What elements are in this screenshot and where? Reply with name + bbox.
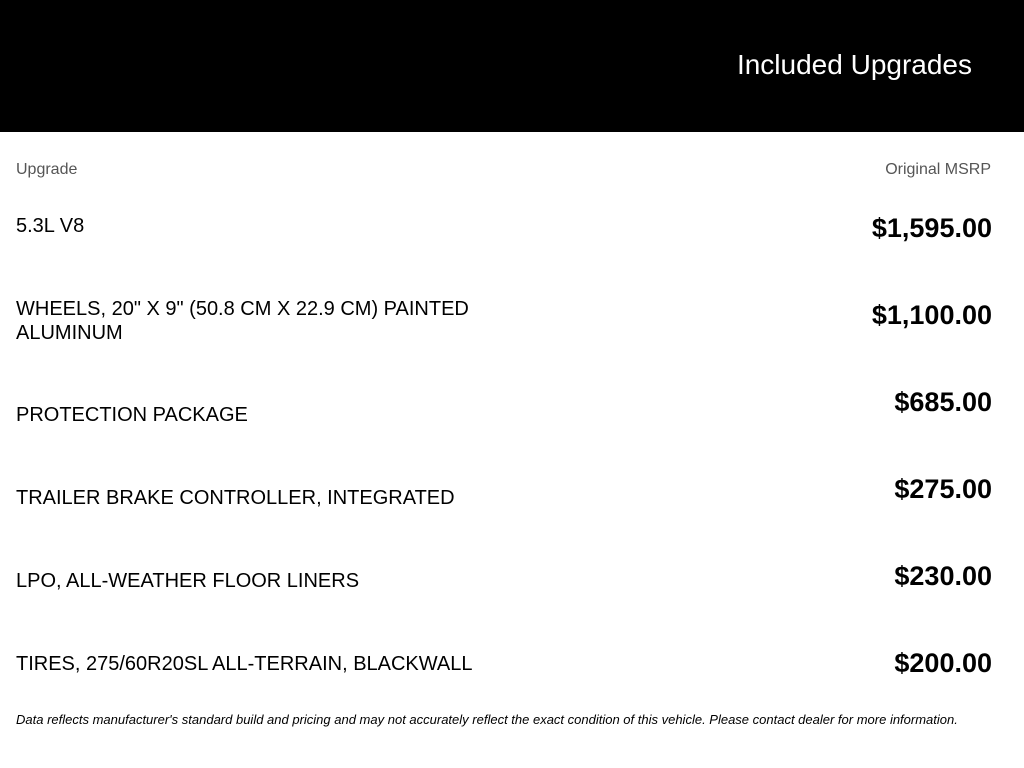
- upgrade-name: PROTECTION PACKAGE: [16, 404, 248, 426]
- upgrade-column-header: Upgrade: [16, 161, 78, 178]
- upgrade-name: LPO, ALL-WEATHER FLOOR LINERS: [16, 570, 360, 592]
- upgrade-price: $230.00: [894, 561, 992, 591]
- upgrade-price: $685.00: [894, 387, 992, 417]
- upgrade-price: $200.00: [894, 648, 992, 678]
- upgrade-price: $1,595.00: [871, 213, 992, 243]
- page-header: [0, 0, 1024, 132]
- upgrade-price: $1,100.00: [871, 300, 992, 330]
- upgrade-price: $275.00: [894, 474, 992, 504]
- upgrade-name: TRAILER BRAKE CONTROLLER, INTEGRATED: [16, 487, 455, 509]
- upgrade-name: TIRES, 275/60R20SL ALL-TERRAIN, BLACKWALL: [16, 653, 473, 675]
- page-title: Included Upgrades: [736, 49, 972, 80]
- disclaimer-text: Data reflects manufacturer's standard build and pricing and may not accurately reflect the exact condition of this vehicle. Please contact dealer for more information.: [16, 712, 958, 727]
- msrp-column-header: Original MSRP: [885, 161, 991, 178]
- upgrade-name: 5.3L V8: [16, 215, 85, 237]
- upgrade-name: WHEELS, 20" X 9" (50.8 CM X 22.9 CM) PAINTED ALUMINUM: [16, 298, 469, 344]
